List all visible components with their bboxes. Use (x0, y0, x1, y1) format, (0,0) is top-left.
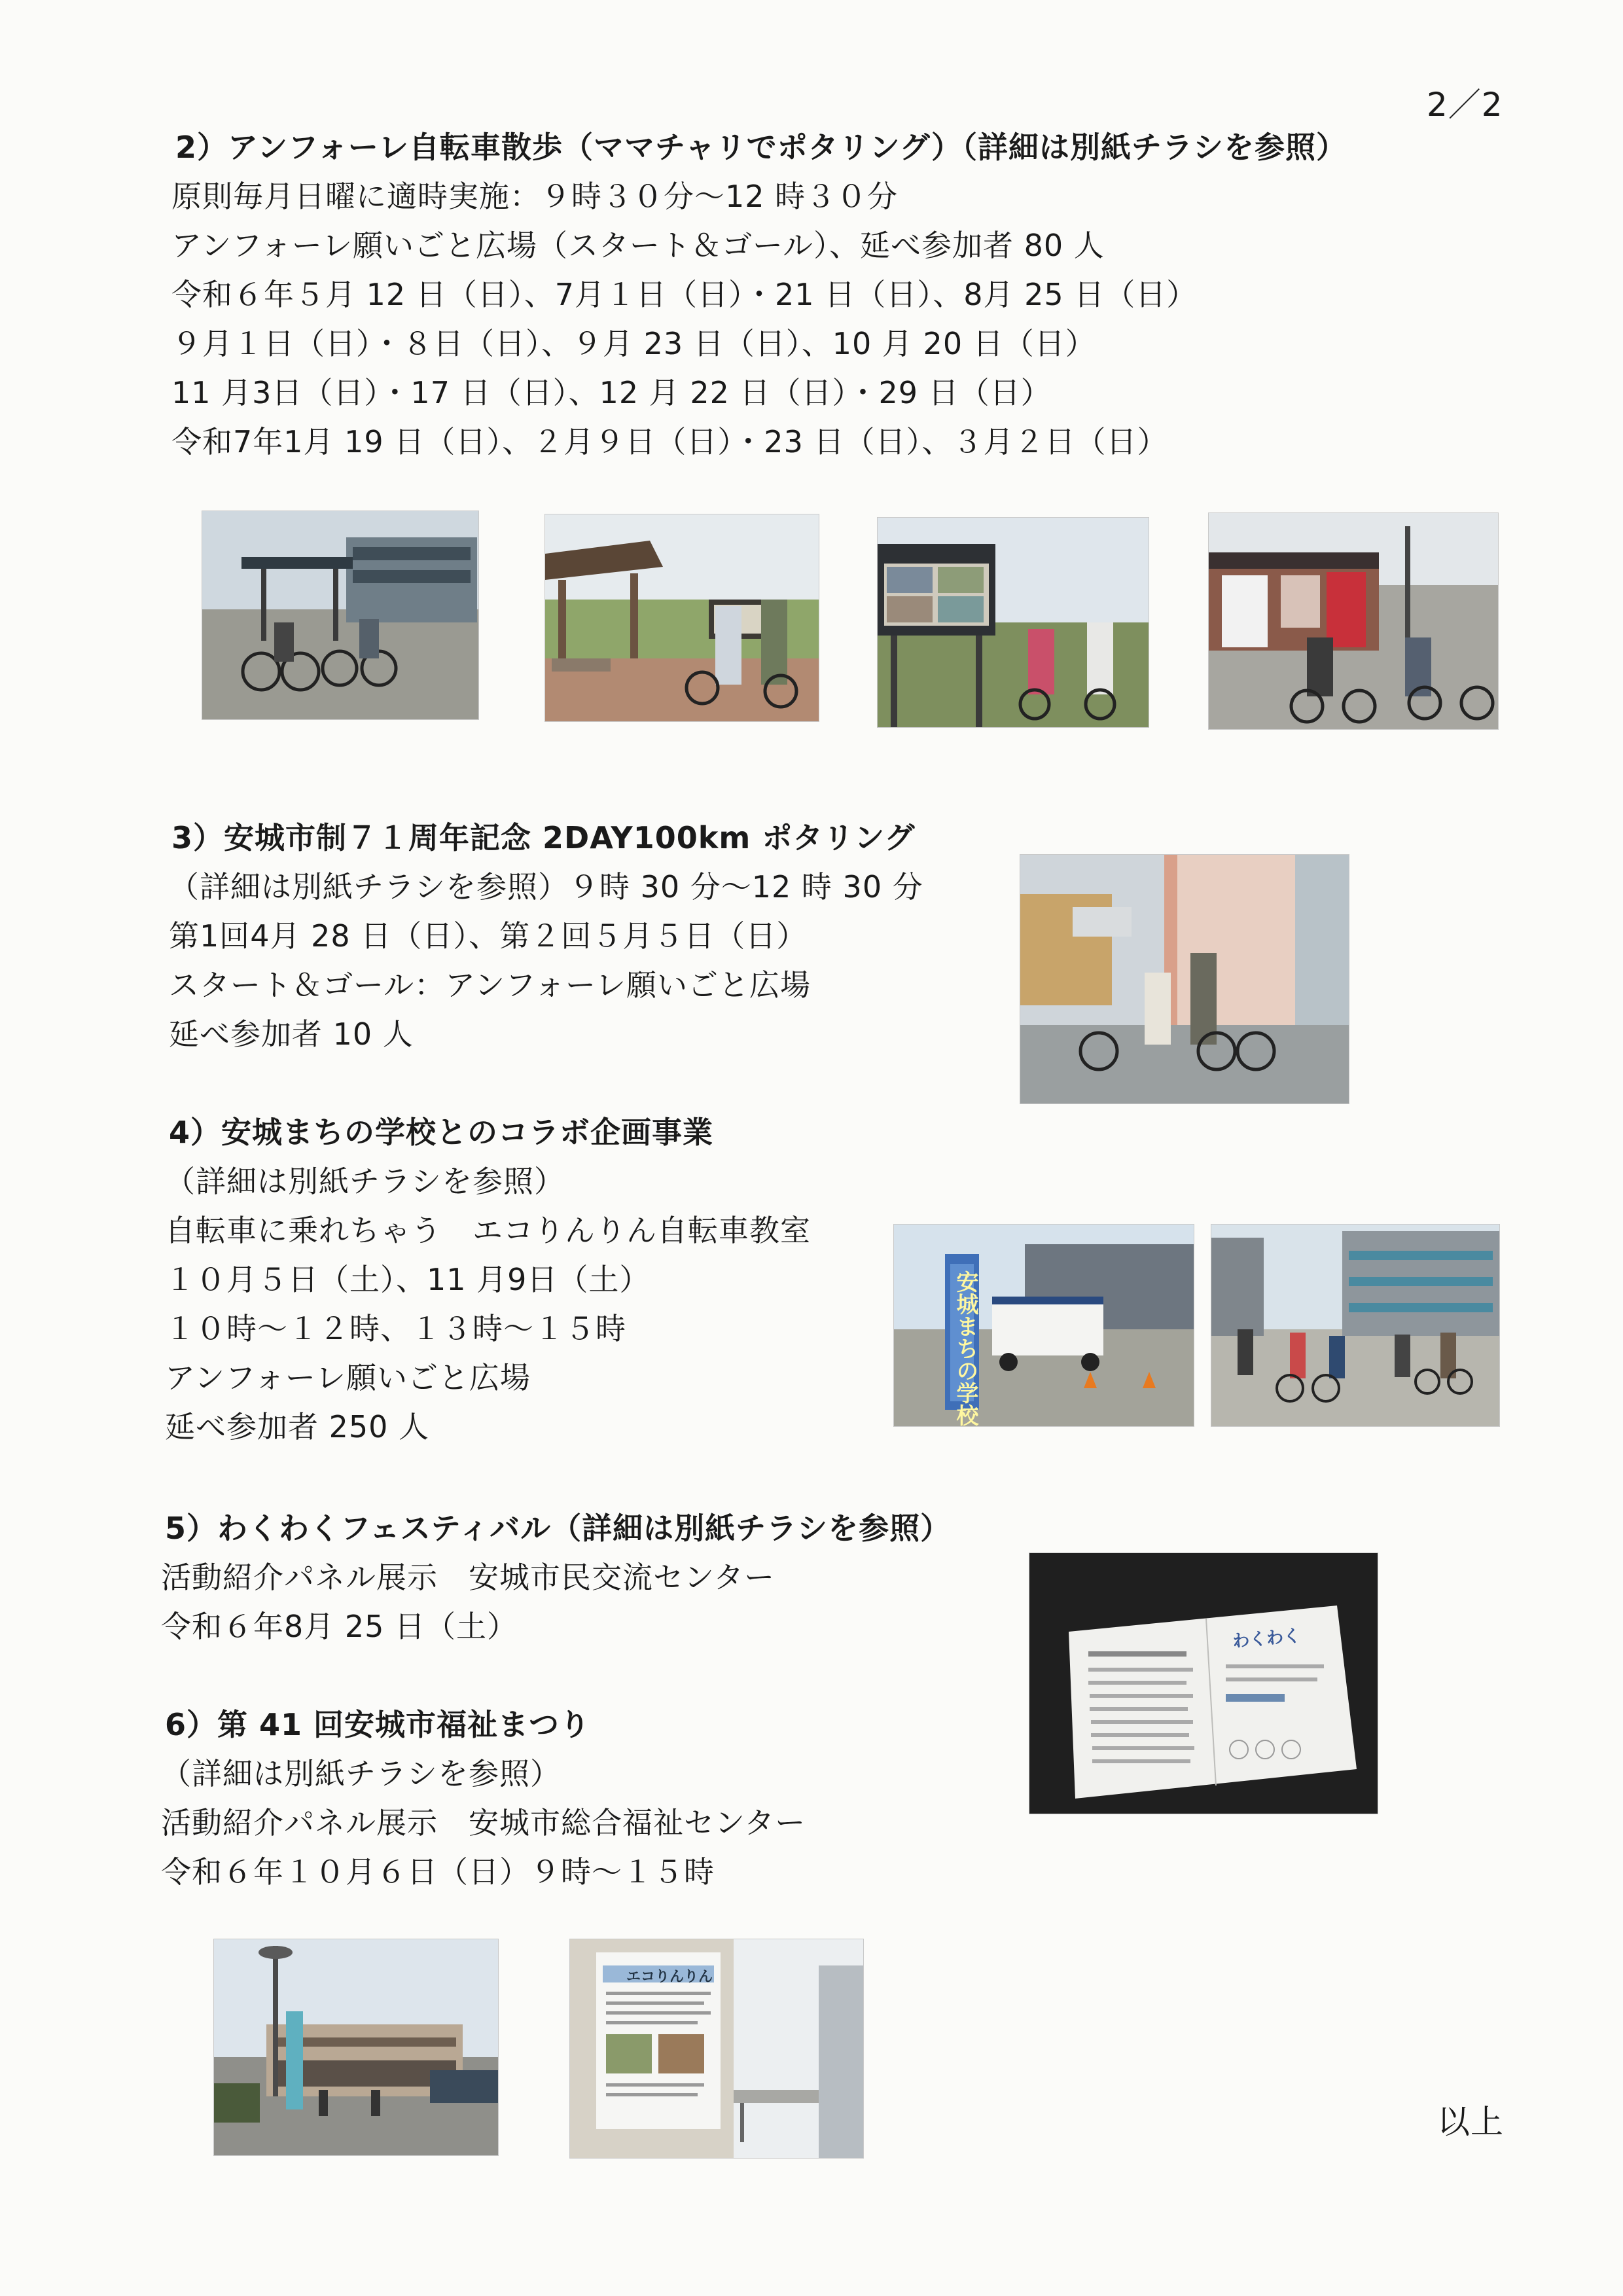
section-2-line: ９月１日（日）・８日（日）、９月 23 日（日）、10 月 20 日（日） (171, 326, 1096, 361)
section-4-line: （詳細は別紙チラシを参照） (165, 1164, 565, 1199)
closing-text: 以上 (1437, 2103, 1504, 2141)
section-2-line: 令和６年５月 12 日（日）、7月１日（日）・21 日（日）、8月 25 日（日） (171, 277, 1198, 312)
photo-signboard (877, 517, 1149, 728)
section-3-line: （詳細は別紙チラシを参照）９時 30 分～12 時 30 分 (169, 869, 923, 905)
photo-school-banner (893, 1224, 1194, 1427)
section-5-heading: 5）わくわくフェスティバル（詳細は別紙チラシを参照） (165, 1511, 952, 1546)
page-number: 2／2 (1427, 86, 1503, 124)
section-6-line: 令和６年１０月６日（日）９時～１５時 (161, 1854, 715, 1890)
poster-title: エコりんりん (626, 1969, 713, 1985)
photo-panel-exhibit (569, 1939, 864, 2159)
photo-festival-flyer (1029, 1552, 1378, 1814)
section-2-line: 原則毎月日曜に適時実施：９時３０分～12 時３０分 (171, 179, 899, 214)
section-3-line: スタート＆ゴール：アンフォーレ願いごと広場 (169, 967, 812, 1003)
section-5-line: 令和６年8月 25 日（土） (161, 1609, 518, 1644)
flyer-title: わくわく (1232, 1626, 1302, 1652)
section-2-line: アンフォーレ願いごと広場（スタート＆ゴール）、延べ参加者 80 人 (171, 228, 1105, 263)
section-4-line: 自転車に乗れちゃう エコりんりん自転車教室 (165, 1213, 811, 1248)
section-4-line: アンフォーレ願いごと広場 (165, 1360, 531, 1395)
section-2-heading: 2）アンフォーレ自転車散歩（ママチャリでポタリング）（詳細は別紙チラシを参照） (175, 130, 1347, 165)
section-6-line: 活動紹介パネル展示 安城市総合福祉センター (161, 1805, 806, 1840)
section-2-line: 令和7年1月 19 日（日）、２月９日（日）・23 日（日）、３月２日（日） (171, 424, 1168, 459)
section-4-heading: 4）安城まちの学校とのコラボ企画事業 (169, 1115, 714, 1150)
section-5-line: 活動紹介パネル展示 安城市民交流センター (161, 1560, 776, 1595)
section-4-line: 延べ参加者 250 人 (165, 1409, 430, 1444)
section-3-line: 延べ参加者 10 人 (169, 1016, 414, 1052)
photo-building-entrance (1020, 854, 1349, 1104)
photo-bike-class (1211, 1224, 1500, 1427)
photo-welfare-center (213, 1939, 499, 2156)
section-6-line: （詳細は別紙チラシを参照） (161, 1756, 561, 1791)
photo-shop-front (1208, 512, 1499, 730)
section-6-heading: 6）第 41 回安城市福祉まつり (165, 1707, 591, 1742)
photo-rest-area (544, 514, 819, 722)
banner-text: 安城まちの学校 (952, 1270, 978, 1426)
section-4-line: １０時～１２時、１３時～１５時 (165, 1311, 626, 1346)
photo-cyclists-station (202, 511, 479, 720)
section-4-line: １０月５日（土）、11 月9日（土） (165, 1262, 651, 1297)
section-3-line: 第1回4月 28 日（日）、第２回５月５日（日） (169, 918, 808, 954)
section-2-line: 11 月3日（日）・17 日（日）、12 月 22 日（日）・29 日（日） (171, 375, 1052, 410)
section-3-heading: 3）安城市制７１周年記念 2DAY100km ポタリング (171, 820, 916, 855)
